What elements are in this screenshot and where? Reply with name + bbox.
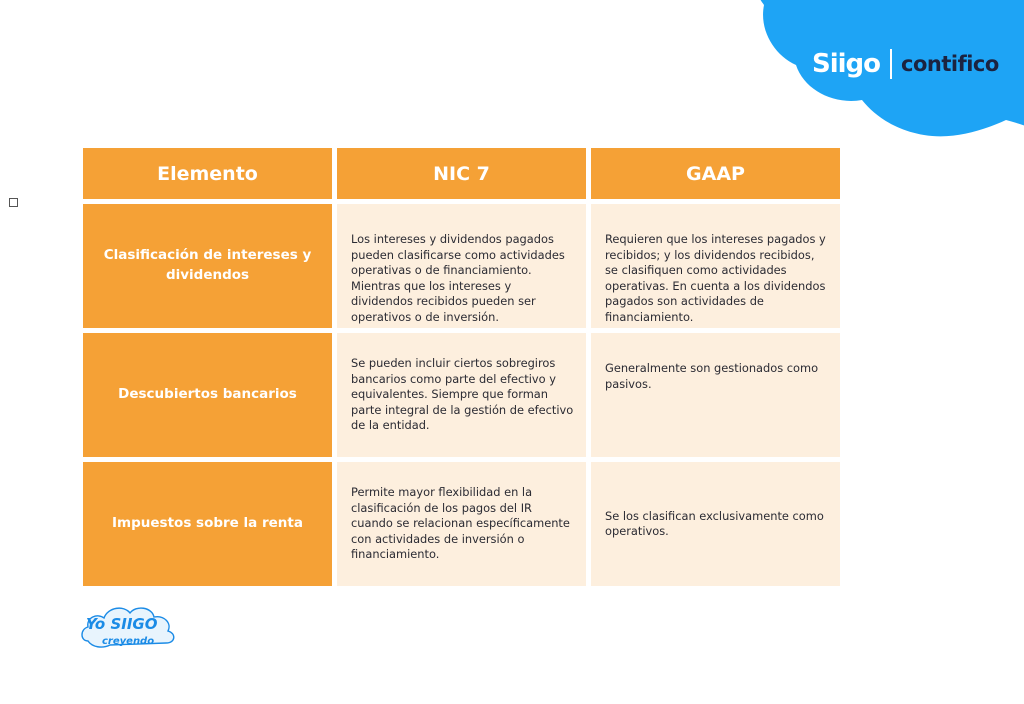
- brand-logo: [812, 49, 999, 79]
- contifico-logo: contifico: [901, 52, 999, 76]
- header-elemento: Elemento: [83, 148, 332, 199]
- cell-nic7-descubiertos: Se pueden incluir ciertos sobregiros bancarios como parte del efectivo y equivalentes. Siempre que forman parte integral de la gestión de efectivo de la entidad.: [337, 333, 586, 457]
- cell-gaap-descubiertos: Generalmente son gestionados como pasivos.: [591, 333, 840, 457]
- footer-logo-line2: creyendo: [102, 636, 155, 647]
- header-nic7: NIC 7: [337, 148, 586, 199]
- row-label-impuestos: Impuestos sobre la renta: [83, 462, 332, 586]
- comparison-table: [83, 148, 840, 586]
- siigo-logo: Siigo: [812, 49, 881, 79]
- footer-logo-line1: Yo SIIGO: [86, 615, 158, 633]
- bullet-square-icon: [9, 198, 18, 207]
- header-gaap: GAAP: [591, 148, 840, 199]
- cell-nic7-intereses: Los intereses y dividendos pagados pueden clasificarse como actividades operativas o de financiamiento. Mientras que los intereses y dividendos recibidos pueden ser operativos o de inversión.: [337, 204, 586, 328]
- cell-gaap-impuestos: Se los clasifican exclusivamente como operativos.: [591, 462, 840, 586]
- row-label-intereses: Clasificación de intereses y dividendos: [83, 204, 332, 328]
- cell-gaap-intereses: Requieren que los intereses pagados y recibidos; y los dividendos recibidos, se clasifiquen como actividades operativas. En cuenta a los dividendos pagados son actividades de financiamiento.: [591, 204, 840, 328]
- logo-separator: [890, 49, 892, 79]
- cell-nic7-impuestos: Permite mayor flexibilidad en la clasificación de los pagos del IR cuando se relacionan específicamente con actividades de inversión o financiamiento.: [337, 462, 586, 586]
- row-label-descubiertos: Descubiertos bancarios: [83, 333, 332, 457]
